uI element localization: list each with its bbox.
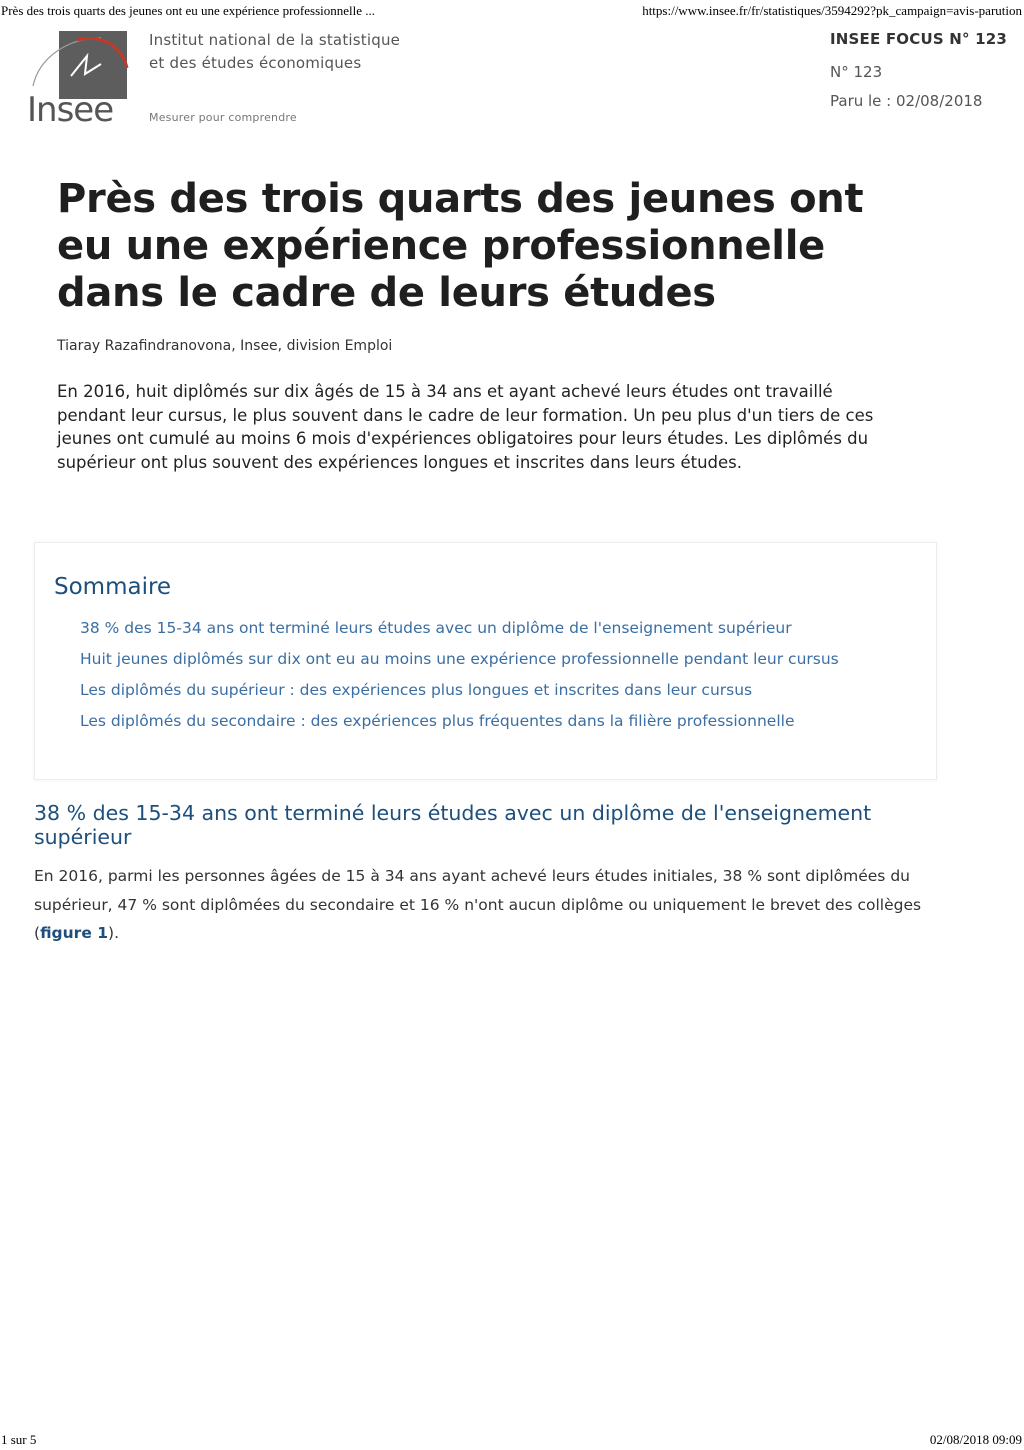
section-1-text-before: En 2016, parmi les personnes âgées de 15 à 34 ans ayant achevé leurs études initiales, 38 % sont diplômées du supérieur, 47 % sont diplômées du secondaire et 16 % n'ont aucun diplôme ou uniquement le brevet des collèges ( bbox=[34, 867, 922, 942]
article-lead: En 2016, huit diplômés sur dix âgés de 15 à 34 ans et ayant achevé leurs études ont travaillé pendant leur cursus, le plus souvent dans le cadre de leur formation. Un peu plus d'un tiers de ces jeunes ont cumulé au moins 6 mois d'expériences obligatoires pour leurs études. Les diplômés du supérieur ont plus souvent des expériences longues et inscrites dans leurs études. bbox=[57, 382, 874, 472]
section-1-title: 38 % des 15-34 ans ont terminé leurs études avec un diplôme de l'enseignement supérieur bbox=[34, 801, 872, 849]
institute-motto: Mesurer pour comprendre bbox=[149, 111, 297, 124]
toc-list bbox=[80, 619, 900, 743]
institute-line-1: Institut national de la statistique bbox=[149, 31, 401, 49]
toc-heading: Sommaire bbox=[54, 574, 172, 600]
print-page-title: Près des trois quarts des jeunes ont eu une expérience professionnelle ... bbox=[1, 3, 376, 18]
insee-logo[interactable] bbox=[27, 28, 131, 130]
print-datetime: 02/08/2018 09:09 bbox=[929, 1432, 1022, 1447]
toc-link-2[interactable]: Huit jeunes diplômés sur dix ont eu au moins une expérience professionnelle pendant leur cursus bbox=[80, 650, 839, 668]
toc-link-1[interactable]: 38 % des 15-34 ans ont terminé leurs études avec un diplôme de l'enseignement supérieur bbox=[80, 619, 792, 637]
table-of-contents bbox=[34, 542, 937, 780]
figure-1-link[interactable]: figure 1 bbox=[40, 924, 109, 942]
institute-line-2: et des études économiques bbox=[149, 54, 362, 72]
toc-link-4[interactable]: Les diplômés du secondaire : des expériences plus fréquentes dans la filière professionnelle bbox=[80, 712, 795, 730]
article-author: Tiaray Razafindranovona, Insee, division Emploi bbox=[57, 338, 393, 354]
print-url[interactable]: https://www.insee.fr/fr/statistiques/3594292?pk_campaign=avis-parution bbox=[642, 3, 1022, 18]
toc-link-3[interactable]: Les diplômés du supérieur : des expériences plus longues et inscrites dans leur cursus bbox=[80, 681, 753, 699]
logo-wordmark: Insee bbox=[27, 90, 114, 130]
section-1-text-after: ). bbox=[108, 924, 120, 942]
institute-name bbox=[149, 29, 400, 75]
publication-number: N° 123 bbox=[830, 63, 883, 81]
publication-date: Paru le : 02/08/2018 bbox=[830, 92, 983, 110]
section-1-paragraph bbox=[34, 862, 934, 948]
print-page-count: 1 sur 5 bbox=[1, 1432, 37, 1447]
publication-series[interactable]: INSEE FOCUS N° 123 bbox=[830, 30, 1008, 48]
page-title: Près des trois quarts des jeunes ont eu une expérience professionnelle dans le cadre de leurs études bbox=[57, 176, 864, 316]
